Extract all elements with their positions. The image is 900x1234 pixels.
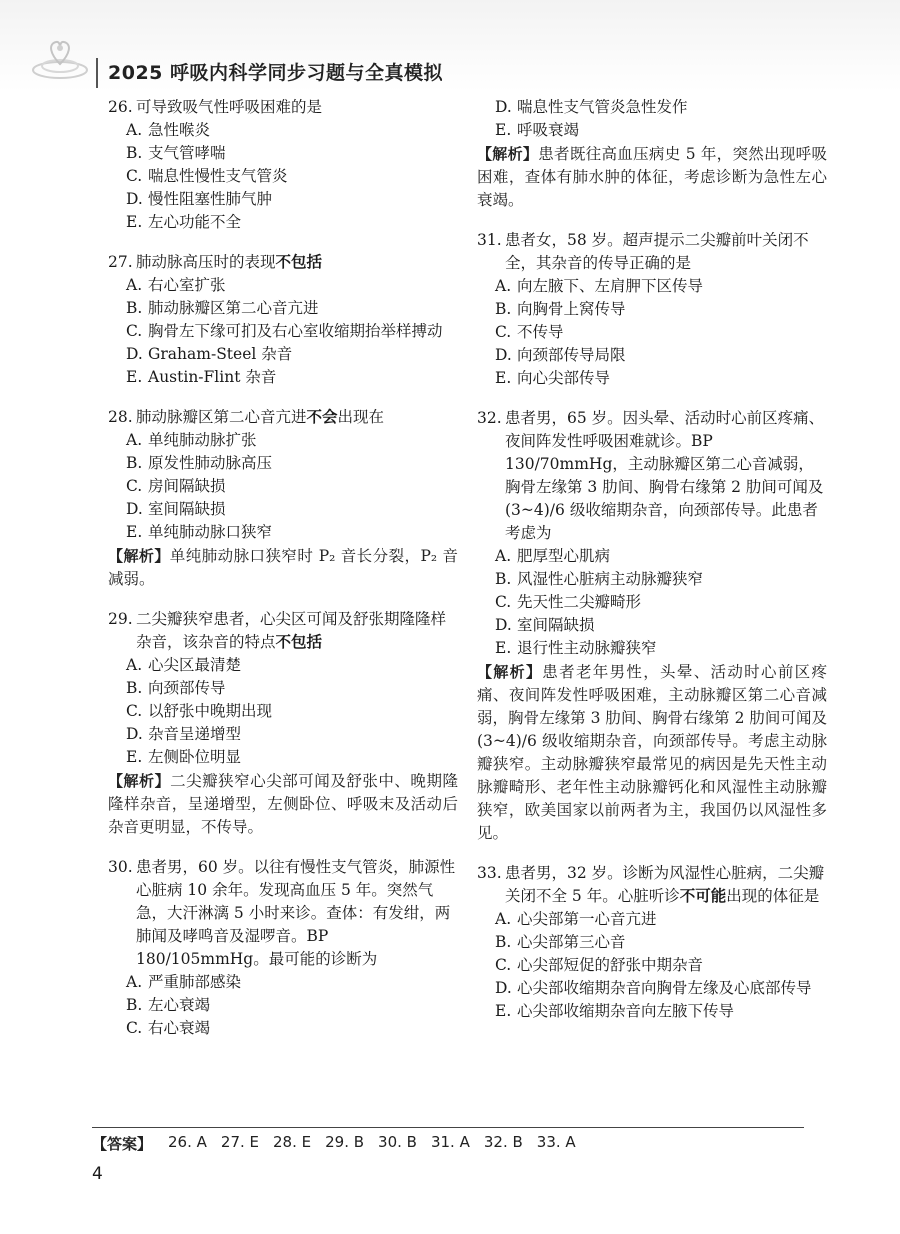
option-letter: E.: [126, 213, 143, 231]
option-letter: D.: [126, 345, 143, 363]
option: [477, 931, 827, 954]
explanation-tag: 【解析】: [477, 145, 539, 163]
question-number: 29.: [108, 610, 133, 628]
option-letter: C.: [495, 593, 512, 611]
option-letter: B.: [126, 454, 143, 472]
option-text: 不传导: [517, 323, 564, 341]
question-30: [108, 856, 458, 1040]
option-text: 肥厚型心肌病: [517, 547, 611, 565]
option: [108, 521, 458, 544]
question-stem: 患者男，32 岁。诊断为风湿性心脏病，二尖瓣关闭不全 5 年。心脏听诊不可能出现的体征是: [505, 864, 825, 905]
option-text: 杂音呈递增型: [148, 725, 242, 743]
option-text: 室间隔缺损: [517, 616, 595, 634]
option: [108, 274, 458, 297]
option: [108, 320, 458, 343]
option: [477, 321, 827, 344]
option-text: Graham-Steel 杂音: [148, 345, 293, 363]
question-28: [108, 406, 458, 591]
option-text: 房间隔缺损: [148, 477, 226, 495]
option-text: 急性喉炎: [148, 121, 211, 139]
option-letter: A.: [126, 973, 143, 991]
option: [477, 119, 827, 142]
option: [108, 700, 458, 723]
explanation-tag: 【解析】: [108, 547, 170, 565]
option-text: 呼吸衰竭: [517, 121, 580, 139]
answer-item: 28. E: [273, 1133, 312, 1151]
answer-divider: [92, 1127, 804, 1128]
option-letter: A.: [495, 277, 512, 295]
question-29: [108, 608, 458, 839]
option-letter: B.: [126, 299, 143, 317]
option-letter: D.: [495, 979, 512, 997]
option-text: 喘息性慢性支气管炎: [148, 167, 288, 185]
option: [477, 344, 827, 367]
option-text: 慢性阻塞性肺气肿: [148, 190, 273, 208]
answer-item: 29. B: [325, 1133, 365, 1151]
option-letter: A.: [126, 656, 143, 674]
explanation-text: 患者老年男性，头晕、活动时心前区疼痛、夜间阵发性呼吸困难，主动脉瓣区第二心音减弱，胸骨左缘第 3 肋间、胸骨右缘第 2 肋间可闻及(3~4)/6 级收缩期杂音，向颈部传导。考虑主动脉瓣狭窄。主动脉瓣狭窄最常见的病因是先天性主动脉瓣畸形、老年性主动脉瓣钙化和风湿性主动脉瓣狭窄，欧美国家以前两者为主，我国仍以风湿性多见。: [477, 663, 827, 842]
option: [477, 275, 827, 298]
option: [108, 452, 458, 475]
option: [477, 568, 827, 591]
option-text: 心尖部第一心音亢进: [517, 910, 657, 928]
option-letter: C.: [495, 323, 512, 341]
book-title: 2025 呼吸内科学同步习题与全真模拟: [108, 62, 443, 84]
question-26: [108, 96, 458, 234]
question-number: 31.: [477, 231, 502, 249]
option: [108, 994, 458, 1017]
option: [477, 367, 827, 390]
option-text: 右心室扩张: [148, 276, 226, 294]
option-text: 以舒张中晚期出现: [148, 702, 273, 720]
question-33: [477, 862, 827, 1023]
option: [108, 165, 458, 188]
question-31: [477, 229, 827, 390]
option: [477, 908, 827, 931]
option-text: 胸骨左下缘可扪及右心室收缩期抬举样搏动: [148, 322, 443, 340]
option: [108, 297, 458, 320]
option-letter: B.: [126, 679, 143, 697]
explanation: [477, 661, 827, 845]
question-stem: 二尖瓣狭窄患者，心尖区可闻及舒张期隆隆样杂音，该杂音的特点不包括: [136, 610, 447, 651]
option-letter: E.: [495, 369, 512, 387]
option: [108, 654, 458, 677]
answer-item: 31. A: [430, 1133, 470, 1151]
option-letter: E.: [495, 1002, 512, 1020]
option: [108, 119, 458, 142]
option: [477, 614, 827, 637]
option-text: 单纯肺动脉口狭窄: [148, 523, 273, 541]
option-text: 向心尖部传导: [517, 369, 611, 387]
option-letter: B.: [495, 300, 512, 318]
explanation-text: 二尖瓣狭窄心尖部可闻及舒张中、晚期隆隆样杂音，呈递增型，左侧卧位、呼吸末及活动后杂音更明显，不传导。: [108, 772, 458, 836]
option: [477, 1000, 827, 1023]
answer-key-label: 【答案】: [92, 1135, 153, 1153]
option: [108, 677, 458, 700]
option-text: 向颈部传导: [148, 679, 226, 697]
option-text: 严重肺部感染: [148, 973, 242, 991]
option-text: 单纯肺动脉扩张: [148, 431, 257, 449]
option: [108, 746, 458, 769]
option-letter: A.: [126, 276, 143, 294]
option-text: 左侧卧位明显: [148, 748, 242, 766]
question-number: 32.: [477, 409, 502, 427]
answer-item: 33. A: [536, 1133, 576, 1151]
explanation: [108, 770, 458, 839]
option: [108, 723, 458, 746]
option: [477, 298, 827, 321]
option-letter: B.: [126, 144, 143, 162]
option-letter: A.: [495, 910, 512, 928]
option-letter: D.: [495, 98, 512, 116]
option-letter: D.: [495, 616, 512, 634]
explanation-text: 患者既往高血压病史 5 年，突然出现呼吸困难，查体有肺水肿的体征，考虑诊断为急性左心衰竭。: [477, 145, 827, 209]
option: [108, 142, 458, 165]
option: [477, 96, 827, 119]
emphasis-text: 不会: [306, 408, 338, 426]
page-number: 4: [92, 1164, 103, 1184]
explanation: [477, 143, 827, 212]
option: [108, 429, 458, 452]
option-letter: A.: [126, 121, 143, 139]
option-text: 室间隔缺损: [148, 500, 226, 518]
option-letter: E.: [126, 748, 143, 766]
option-letter: B.: [495, 933, 512, 951]
option-text: 左心功能不全: [148, 213, 242, 231]
option-letter: C.: [126, 167, 143, 185]
option: [108, 971, 458, 994]
option-text: 原发性肺动脉高压: [148, 454, 273, 472]
option-text: 心尖部短促的舒张中期杂音: [517, 956, 704, 974]
option-letter: C.: [126, 1019, 143, 1037]
option-text: 支气管哮喘: [148, 144, 226, 162]
left-column: [108, 96, 458, 1057]
option-letter: C.: [126, 322, 143, 340]
option: [477, 545, 827, 568]
option-letter: E.: [126, 368, 143, 386]
option-text: 喘息性支气管炎急性发作: [517, 98, 688, 116]
option-text: Austin-Flint 杂音: [148, 368, 277, 386]
option-text: 右心衰竭: [148, 1019, 211, 1037]
answer-key: [92, 1133, 576, 1154]
option: [108, 366, 458, 389]
option-text: 退行性主动脉瓣狭窄: [517, 639, 657, 657]
question-stem: 肺动脉瓣区第二心音亢进不会出现在: [136, 408, 385, 426]
option: [108, 211, 458, 234]
option-letter: B.: [495, 570, 512, 588]
option-letter: A.: [126, 431, 143, 449]
emphasis-text: 不包括: [275, 633, 323, 651]
explanation-tag: 【解析】: [108, 772, 171, 790]
option: [477, 977, 827, 1000]
option-text: 心尖区最清楚: [148, 656, 242, 674]
answer-item: 27. E: [220, 1133, 260, 1151]
option-letter: D.: [495, 346, 512, 364]
question-number: 26.: [108, 98, 133, 116]
option-letter: C.: [126, 702, 143, 720]
option-letter: B.: [126, 996, 143, 1014]
question-stem: 可导致吸气性呼吸困难的是: [136, 98, 323, 116]
question-30-continued: [477, 96, 827, 212]
option-text: 心尖部第三心音: [517, 933, 626, 951]
option-letter: E.: [126, 523, 143, 541]
option: [477, 637, 827, 660]
option-text: 左心衰竭: [148, 996, 211, 1014]
option-letter: E.: [495, 121, 512, 139]
question-stem: 患者女，58 岁。超声提示二尖瓣前叶关闭不全，其杂音的传导正确的是: [505, 231, 809, 272]
option-text: 向颈部传导局限: [517, 346, 626, 364]
question-stem: 肺动脉高压时的表现不包括: [136, 253, 323, 271]
option-letter: C.: [495, 956, 512, 974]
option-text: 向左腋下、左肩胛下区传导: [517, 277, 704, 295]
question-number: 27.: [108, 253, 133, 271]
option: [108, 188, 458, 211]
right-column: [477, 96, 827, 1040]
question-number: 33.: [477, 864, 502, 882]
option: [108, 475, 458, 498]
question-number: 30.: [108, 858, 133, 876]
question-32: [477, 407, 827, 845]
option-text: 向胸骨上窝传导: [517, 300, 626, 318]
emphasis-text: 不包括: [275, 253, 323, 271]
publisher-logo-icon: [28, 36, 92, 82]
header-divider: [96, 58, 98, 88]
option-letter: D.: [126, 500, 143, 518]
question-27: [108, 251, 458, 389]
answer-item: 30. B: [378, 1133, 417, 1151]
option-text: 心尖部收缩期杂音向左腋下传导: [517, 1002, 735, 1020]
option-letter: C.: [126, 477, 143, 495]
explanation-tag: 【解析】: [477, 663, 543, 681]
question-stem: 患者男，65 岁。因头晕、活动时心前区疼痛、夜间阵发性呼吸困难就诊。BP 130/70mmHg，主动脉瓣区第二心音减弱，胸骨左缘第 3 肋间、胸骨右缘第 2 肋间可闻及(3~4)/6 级收缩期杂音，向颈部传导。此患者考虑为: [505, 409, 825, 542]
emphasis-text: 不可能: [679, 887, 727, 905]
option-letter: D.: [126, 725, 143, 743]
option: [477, 591, 827, 614]
option-letter: E.: [495, 639, 512, 657]
option-letter: A.: [495, 547, 512, 565]
question-stem: 患者男，60 岁。以往有慢性支气管炎，肺源性心脏病 10 余年。发现高血压 5 年。突然气急，大汗淋漓 5 小时来诊。查体：有发绀，两肺闻及哮鸣音及湿啰音。BP 180/105mmHg。最可能的诊断为: [136, 858, 456, 968]
option-text: 先天性二尖瓣畸形: [517, 593, 642, 611]
answer-item: 32. B: [483, 1133, 523, 1151]
option-text: 心尖部收缩期杂音向胸骨左缘及心底部传导: [517, 979, 812, 997]
option-text: 风湿性心脏病主动脉瓣狭窄: [517, 570, 704, 588]
option-letter: D.: [126, 190, 143, 208]
option: [108, 498, 458, 521]
question-number: 28.: [108, 408, 133, 426]
option-text: 肺动脉瓣区第二心音亢进: [148, 299, 319, 317]
explanation: [108, 545, 458, 591]
option: [108, 1017, 458, 1040]
option: [477, 954, 827, 977]
explanation-text: 单纯肺动脉口狭窄时 P₂ 音长分裂，P₂ 音减弱。: [108, 547, 458, 588]
option: [108, 343, 458, 366]
answer-item: 26. A: [168, 1133, 207, 1151]
